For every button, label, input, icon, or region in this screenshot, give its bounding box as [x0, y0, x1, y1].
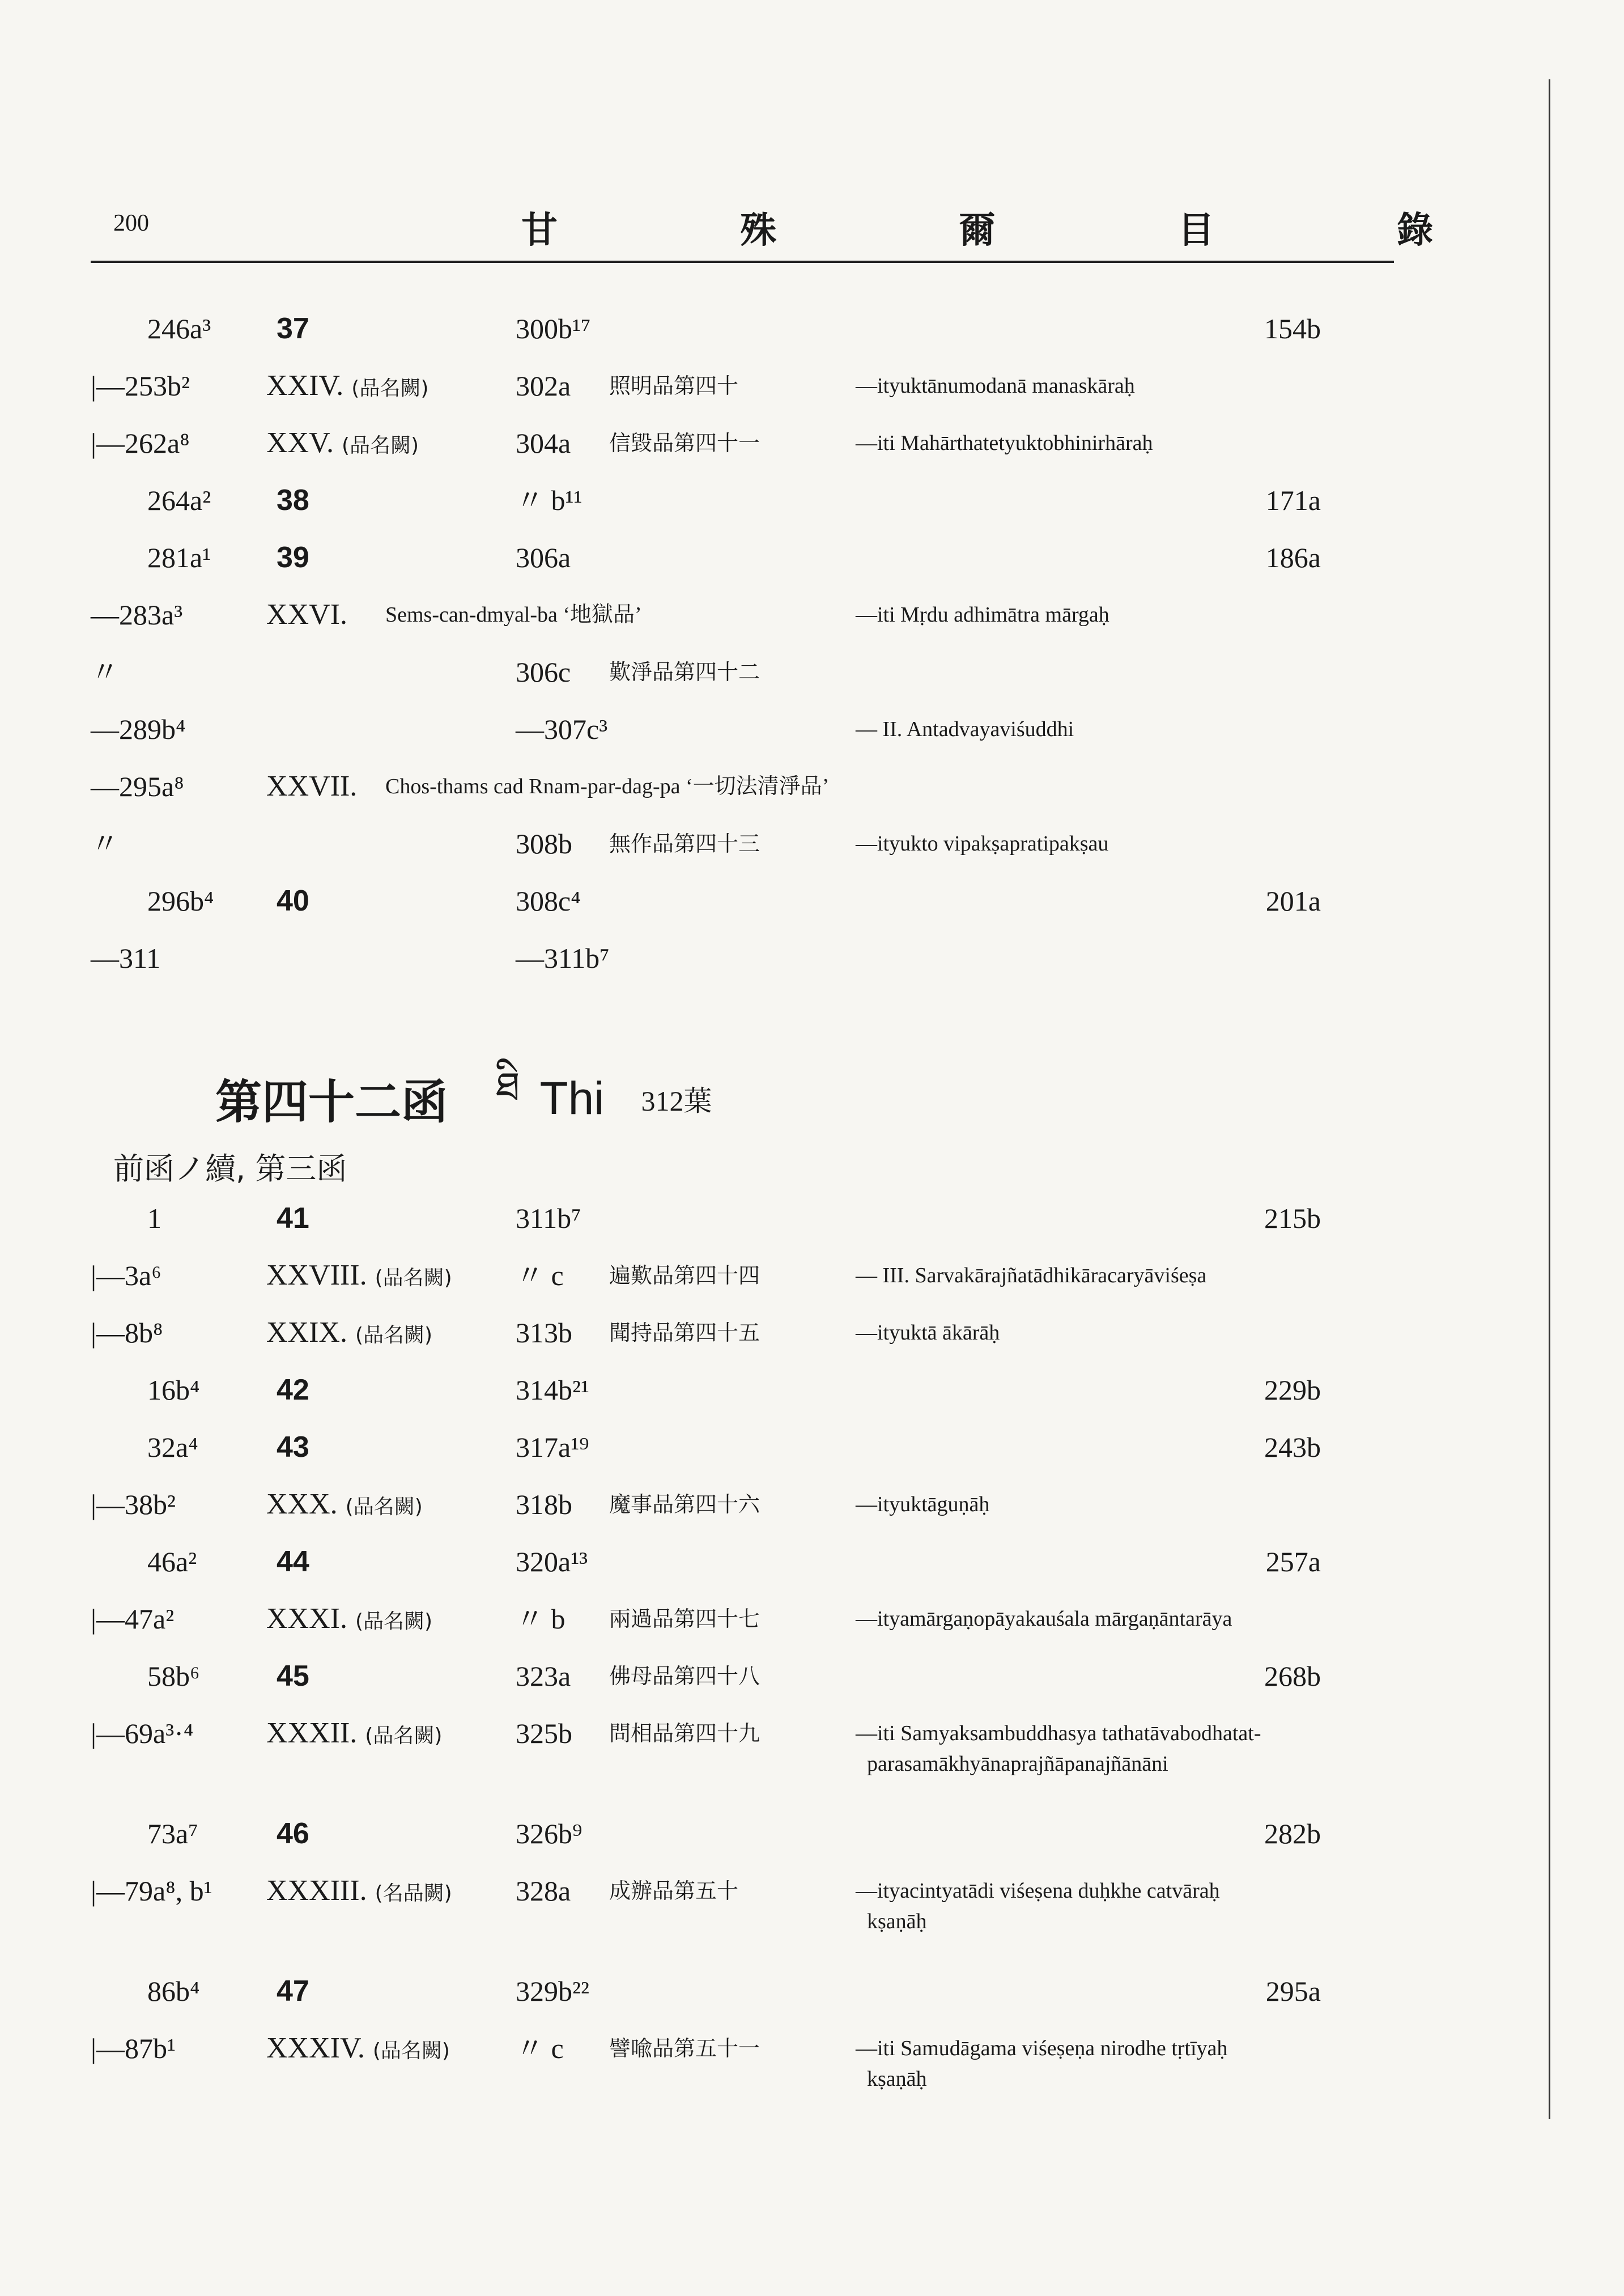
taisho-cell: 313b — [516, 1317, 572, 1349]
sanskrit-cell: —iti Mṛdu adhimātra mārgaḥ — [856, 603, 1109, 627]
chinese-chapter-cell: 信毀品第四十一 — [609, 431, 760, 456]
table-row — [0, 1711, 1624, 1756]
folio-cell: 86b⁴ — [147, 1975, 200, 2007]
chapter-note: (品名闕) — [345, 1495, 423, 1519]
volume-cell: 44 — [277, 1545, 309, 1578]
folio-cell: 246a³ — [147, 313, 211, 345]
sanskrit-cell: —iti Mahārthatetyuktobhinirhāraḥ — [856, 431, 1153, 455]
volume-cell: XXX. (品名闕) — [266, 1488, 423, 1520]
table-row — [0, 420, 1624, 466]
peking-cell: 186a — [1265, 542, 1321, 573]
volume-cell: 39 — [277, 541, 309, 574]
sanskrit-cell: — III. Sarvakārajñatādhikāracaryāviśeṣa — [856, 1264, 1207, 1287]
chinese-chapter-cell: 魔事品第四十六 — [609, 1492, 760, 1517]
peking-cell: 154b — [1264, 313, 1321, 345]
taisho-cell: 314b²¹ — [516, 1374, 589, 1406]
table-row — [0, 478, 1624, 523]
table-row — [0, 936, 1624, 981]
volume-cell: XXXII. (品名闕) — [266, 1717, 443, 1749]
folio-cell: 〃 — [91, 828, 119, 860]
taisho-cell: 325b — [516, 1717, 572, 1749]
table-row — [0, 649, 1624, 695]
page-number: 200 — [113, 210, 149, 236]
volume-cell: XXV. (品名闕) — [266, 427, 419, 459]
folio-cell: |—262a⁸ — [91, 427, 190, 459]
table-row — [0, 764, 1624, 809]
taisho-cell: 320a¹³ — [516, 1546, 588, 1578]
sanskrit-cell: —ityuktā ākārāḥ — [856, 1321, 1000, 1345]
taisho-cell: 302a — [516, 370, 571, 402]
taisho-cell: 〃 c — [516, 2033, 564, 2064]
volume-cell: XXVII. — [266, 770, 358, 802]
taisho-cell: 326b⁹ — [516, 1818, 583, 1849]
folio-cell: 46a² — [147, 1546, 197, 1578]
chinese-chapter-cell: 兩過品第四十七 — [609, 1606, 760, 1631]
folio-cell: —289b⁴ — [91, 713, 186, 745]
tibetan-chapter-cell: Chos-thams cad Rnam-par-dag-pa ‘一切法清淨品’ — [385, 775, 830, 798]
table-row — [0, 363, 1624, 409]
chapter-note: (品名闕) — [375, 1266, 452, 1290]
taisho-cell: 〃 b¹¹ — [516, 484, 583, 516]
sanskrit-cell: —ityuktānumodanā manaskāraḥ — [856, 374, 1135, 398]
chapter-note: (品名闕) — [351, 377, 429, 400]
chinese-chapter-cell: 問相品第四十九 — [609, 1721, 760, 1746]
folio-cell: 73a⁷ — [147, 1818, 198, 1849]
table-row — [0, 821, 1624, 866]
folio-cell: —311 — [91, 942, 161, 974]
table-row — [0, 1539, 1624, 1584]
folio-cell: 281a¹ — [147, 542, 211, 573]
peking-cell: 282b — [1264, 1818, 1321, 1849]
table-row — [0, 878, 1624, 924]
section-title: 第四十二函 — [215, 1075, 448, 1129]
table-row — [0, 1425, 1624, 1470]
section-subheading: 前函ノ續, 第三函 — [113, 1151, 347, 1187]
table-row — [0, 1968, 1624, 2014]
folio-cell: |—3a⁶ — [91, 1260, 161, 1291]
section-pages: 312葉 — [641, 1085, 712, 1117]
folio-cell: |—87b¹ — [91, 2033, 176, 2064]
section-heading — [215, 1043, 712, 1129]
chinese-chapter-cell: 聞持品第四十五 — [609, 1320, 760, 1345]
volume-cell: 47 — [277, 1975, 309, 2008]
peking-cell: 229b — [1264, 1374, 1321, 1406]
table-row — [0, 306, 1624, 351]
sanskrit-cell: —ityuktāguṇāḥ — [856, 1493, 990, 1516]
peking-cell: 257a — [1265, 1546, 1321, 1578]
sanskrit-continuation: parasamākhyānaprajñāpanajñānāni — [867, 1752, 1168, 1776]
taisho-cell: 311b⁷ — [516, 1202, 581, 1234]
taisho-cell: 323a — [516, 1660, 571, 1692]
chapter-note: (品名闕) — [355, 1324, 433, 1347]
section-tibetan: ཐི — [496, 1064, 520, 1110]
folio-cell: 〃 — [91, 656, 119, 688]
volume-cell: 40 — [277, 885, 309, 917]
taisho-cell: 306c — [516, 656, 571, 688]
folio-cell: |—69a³·⁴ — [91, 1717, 194, 1749]
chapter-note: (品名闕) — [355, 1610, 433, 1633]
volume-cell: XXXI. (品名闕) — [266, 1602, 433, 1635]
chapter-note: (名品闕) — [375, 1882, 452, 1905]
sanskrit-cell: —iti Samudāgama viśeṣeṇa nirodhe tṛtīyaḥ — [856, 2036, 1228, 2060]
folio-cell: |—79a⁸, b¹ — [91, 1875, 212, 1907]
table-row — [0, 1367, 1624, 1413]
chinese-chapter-cell: 譬喩品第五十一 — [609, 2036, 760, 2061]
peking-cell: 295a — [1265, 1975, 1321, 2007]
volume-cell: XXVI. — [266, 598, 347, 631]
volume-cell: XXIX. (品名闕) — [266, 1316, 433, 1349]
volume-cell: 38 — [277, 484, 309, 517]
volume-cell: 46 — [277, 1817, 309, 1850]
taisho-cell: 308b — [516, 828, 572, 860]
table-row — [0, 1196, 1624, 1241]
folio-cell: 1 — [147, 1202, 161, 1234]
taisho-cell: —311b⁷ — [516, 942, 610, 974]
folio-cell: |—253b² — [91, 370, 190, 402]
table-row — [0, 1653, 1624, 1699]
folio-cell: |—38b² — [91, 1489, 176, 1520]
volume-cell: XXXIV. (品名闕) — [266, 2032, 450, 2064]
volume-cell: 43 — [277, 1431, 309, 1464]
table-row — [0, 2026, 1624, 2071]
section-latin: Thi — [539, 1072, 605, 1124]
volume-cell: 42 — [277, 1374, 309, 1406]
chinese-chapter-cell: 佛母品第四十八 — [609, 1664, 760, 1689]
peking-cell: 215b — [1264, 1202, 1321, 1234]
chinese-chapter-cell: 歎淨品第四十二 — [609, 660, 760, 684]
folio-cell: |—47a² — [91, 1603, 175, 1635]
table-row — [0, 592, 1624, 637]
taisho-cell: 328a — [516, 1875, 571, 1907]
volume-cell: 37 — [277, 312, 309, 345]
folio-cell: 58b⁶ — [147, 1660, 200, 1692]
folio-cell: 264a² — [147, 484, 211, 516]
chinese-chapter-cell: 無作品第四十三 — [609, 831, 760, 856]
folio-cell: —295a⁸ — [91, 771, 184, 802]
sanskrit-cell: —ityacintyatādi viśeṣena duḥkhe catvāraḥ — [856, 1879, 1220, 1903]
chinese-chapter-cell: 遍歎品第四十四 — [609, 1263, 760, 1288]
volume-cell: XXVIII. (品名闕) — [266, 1259, 452, 1291]
folio-cell: —283a³ — [91, 599, 183, 631]
folio-cell: 32a⁴ — [147, 1431, 198, 1463]
table-row — [0, 1310, 1624, 1355]
volume-cell: XXXIII. (名品闕) — [266, 1874, 452, 1907]
sanskrit-cell: —ityukto vipakṣapratipakṣau — [856, 832, 1109, 856]
taisho-cell: 318b — [516, 1489, 572, 1520]
chapter-note: (品名闕) — [341, 434, 419, 457]
table-row — [0, 1811, 1624, 1856]
taisho-cell: 317a¹⁹ — [516, 1431, 589, 1463]
sanskrit-cell: — II. Antadvayaviśuddhi — [856, 717, 1074, 741]
chinese-chapter-cell: 照明品第四十 — [609, 373, 739, 398]
table-row — [0, 1868, 1624, 1914]
sanskrit-cell: —iti Samyaksambuddhasya tathatāvabodhatat- — [856, 1721, 1261, 1745]
taisho-cell: 308c⁴ — [516, 885, 581, 917]
table-row — [0, 1253, 1624, 1298]
table-row — [0, 1596, 1624, 1642]
peking-cell: 201a — [1265, 885, 1321, 917]
volume-cell: 41 — [277, 1202, 309, 1235]
taisho-cell: —307c³ — [516, 713, 608, 745]
folio-cell: 296b⁴ — [147, 885, 214, 917]
volume-cell: XXIV. (品名闕) — [266, 369, 429, 402]
chapter-note: (品名闕) — [365, 1724, 443, 1747]
folio-cell: |—8b⁸ — [91, 1317, 163, 1349]
taisho-cell: 304a — [516, 427, 571, 459]
table-row — [0, 707, 1624, 752]
taisho-cell: 300b¹⁷ — [516, 313, 591, 345]
chinese-chapter-cell: 成辦品第五十 — [609, 1878, 739, 1903]
volume-cell: 45 — [277, 1660, 309, 1693]
sanskrit-continuation: kṣaṇāḥ — [867, 1910, 927, 1933]
header-rule — [91, 261, 1394, 263]
taisho-cell: 〃 c — [516, 1260, 564, 1291]
tibetan-chapter-cell: Sems-can-dmyal-ba ‘地獄品’ — [385, 603, 642, 627]
taisho-cell: 306a — [516, 542, 571, 573]
taisho-cell: 329b²² — [516, 1975, 589, 2007]
folio-cell: 16b⁴ — [147, 1374, 200, 1406]
peking-cell: 243b — [1264, 1431, 1321, 1463]
sanskrit-cell: —ityamārgaṇopāyakauśala mārgaṇāntarāya — [856, 1607, 1232, 1631]
page-title: 甘 殊 爾 目 錄 — [521, 210, 1519, 252]
table-row — [0, 1482, 1624, 1527]
chapter-note: (品名闕) — [372, 2039, 450, 2063]
sanskrit-continuation: kṣaṇāḥ — [867, 2067, 927, 2091]
peking-cell: 268b — [1264, 1660, 1321, 1692]
peking-cell: 171a — [1265, 484, 1321, 516]
table-row — [0, 535, 1624, 580]
taisho-cell: 〃 b — [516, 1603, 566, 1635]
